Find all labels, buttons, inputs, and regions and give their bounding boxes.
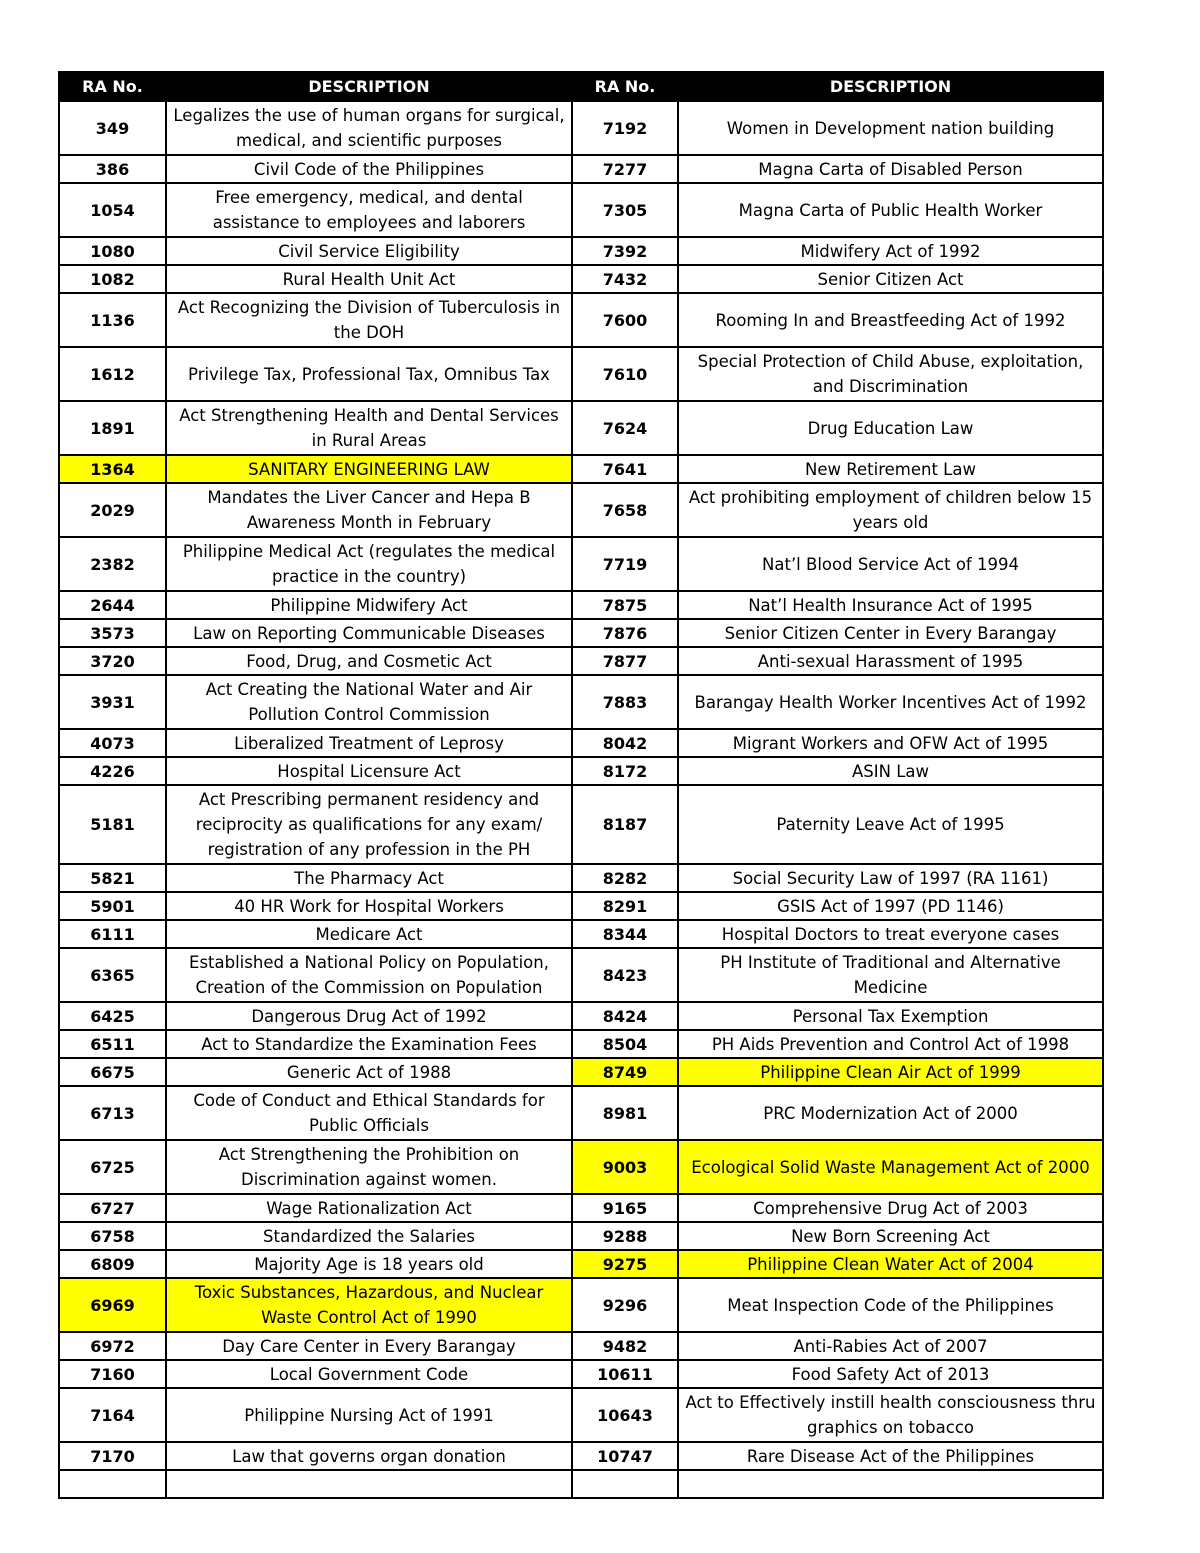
ra-number-left: 4073 (59, 729, 166, 757)
description-left: Standardized the Salaries (166, 1222, 572, 1250)
description-right: Food Safety Act of 2013 (678, 1360, 1103, 1388)
table-row (59, 591, 1103, 619)
description-left: Local Government Code (166, 1360, 572, 1388)
description-left: Law that governs organ donation (166, 1442, 572, 1470)
description-right: Comprehensive Drug Act of 2003 (678, 1194, 1103, 1222)
ra-number-right: 9165 (572, 1194, 678, 1222)
table-row (59, 101, 1103, 155)
ra-number-left: 2029 (59, 483, 166, 537)
ra-number-right: 7624 (572, 401, 678, 455)
table-row (59, 1222, 1103, 1250)
ra-number-right: 7600 (572, 293, 678, 347)
table-row (59, 1332, 1103, 1360)
table-row (59, 1140, 1103, 1194)
header-row (59, 72, 1103, 101)
ra-number-right: 7719 (572, 537, 678, 591)
description-left: Free emergency, medical, and dental assistance to employees and laborers (166, 183, 572, 237)
table-row (59, 892, 1103, 920)
table-row (59, 757, 1103, 785)
description-left: Law on Reporting Communicable Diseases (166, 619, 572, 647)
table-row (59, 347, 1103, 401)
table-row (59, 537, 1103, 591)
description-right: Anti-Rabies Act of 2007 (678, 1332, 1103, 1360)
description-left: Code of Conduct and Ethical Standards for Public Officials (166, 1086, 572, 1140)
header-description-right: DESCRIPTION (678, 72, 1103, 101)
description-right: Magna Carta of Public Health Worker (678, 183, 1103, 237)
table-row (59, 183, 1103, 237)
description-right-highlighted: Philippine Clean Air Act of 1999 (678, 1058, 1103, 1086)
table-row (59, 265, 1103, 293)
table-row (59, 1030, 1103, 1058)
table-row (59, 1250, 1103, 1278)
ra-number-left: 6511 (59, 1030, 166, 1058)
ra-number-right: 7610 (572, 347, 678, 401)
table-row (59, 920, 1103, 948)
description-left: Civil Service Eligibility (166, 237, 572, 265)
description-left: Established a National Policy on Population, Creation of the Commission on Population (166, 948, 572, 1002)
description-right-highlighted: Ecological Solid Waste Management Act of 2000 (678, 1140, 1103, 1194)
description-left: Privilege Tax, Professional Tax, Omnibus Tax (166, 347, 572, 401)
description-left-highlighted: Toxic Substances, Hazardous, and Nuclear Waste Control Act of 1990 (166, 1278, 572, 1332)
description-right: Paternity Leave Act of 1995 (678, 785, 1103, 864)
description-right: Personal Tax Exemption (678, 1002, 1103, 1030)
ra-number-left: 6425 (59, 1002, 166, 1030)
description-right: Drug Education Law (678, 401, 1103, 455)
ra-number-right: 8423 (572, 948, 678, 1002)
description-left: Wage Rationalization Act (166, 1194, 572, 1222)
description-left: Hospital Licensure Act (166, 757, 572, 785)
description-left: Medicare Act (166, 920, 572, 948)
ra-number-right: 7277 (572, 155, 678, 183)
table-row (59, 1278, 1103, 1332)
description-right: New Retirement Law (678, 455, 1103, 483)
description-left (166, 1470, 572, 1498)
ra-number-right: 8172 (572, 757, 678, 785)
description-right: Rooming In and Breastfeeding Act of 1992 (678, 293, 1103, 347)
ra-number-right: 10643 (572, 1388, 678, 1442)
ra-number-right: 8042 (572, 729, 678, 757)
description-right: Hospital Doctors to treat everyone cases (678, 920, 1103, 948)
description-right: Special Protection of Child Abuse, exploitation, and Discrimination (678, 347, 1103, 401)
ra-number-right (572, 1470, 678, 1498)
ra-number-left: 1080 (59, 237, 166, 265)
description-left: Civil Code of the Philippines (166, 155, 572, 183)
description-right: Midwifery Act of 1992 (678, 237, 1103, 265)
ra-number-left: 3720 (59, 647, 166, 675)
ra-number-left: 2382 (59, 537, 166, 591)
table-row (59, 293, 1103, 347)
table-row (59, 483, 1103, 537)
ra-number-right: 7305 (572, 183, 678, 237)
table-row (59, 729, 1103, 757)
ra-number-left: 1054 (59, 183, 166, 237)
description-left: Act Strengthening Health and Dental Services in Rural Areas (166, 401, 572, 455)
ra-number-left: 6675 (59, 1058, 166, 1086)
ra-number-left (59, 1470, 166, 1498)
ra-number-right: 9288 (572, 1222, 678, 1250)
ra-number-right: 8504 (572, 1030, 678, 1058)
description-right: Social Security Law of 1997 (RA 1161) (678, 864, 1103, 892)
description-left: Philippine Medical Act (regulates the medical practice in the country) (166, 537, 572, 591)
description-left: Rural Health Unit Act (166, 265, 572, 293)
ra-number-right: 8981 (572, 1086, 678, 1140)
ra-number-right: 8424 (572, 1002, 678, 1030)
ra-number-left: 6365 (59, 948, 166, 1002)
table-row (59, 1002, 1103, 1030)
description-right: Senior Citizen Act (678, 265, 1103, 293)
description-right: Rare Disease Act of the Philippines (678, 1442, 1103, 1470)
ra-number-left: 1082 (59, 265, 166, 293)
ra-number-left: 7170 (59, 1442, 166, 1470)
ra-number-right: 7192 (572, 101, 678, 155)
header-ra-no-right: RA No. (572, 72, 678, 101)
description-right: PH Institute of Traditional and Alternative Medicine (678, 948, 1103, 1002)
ra-number-right: 7432 (572, 265, 678, 293)
description-right: Nat’l Blood Service Act of 1994 (678, 537, 1103, 591)
description-right: Act to Effectively instill health consciousness thru graphics on tobacco (678, 1388, 1103, 1442)
description-left: Legalizes the use of human organs for surgical, medical, and scientific purposes (166, 101, 572, 155)
description-right: Act prohibiting employment of children below 15 years old (678, 483, 1103, 537)
ra-number-left: 1136 (59, 293, 166, 347)
description-left: Act Recognizing the Division of Tuberculosis in the DOH (166, 293, 572, 347)
table-row-empty (59, 1470, 1103, 1498)
ra-number-left: 5821 (59, 864, 166, 892)
ra-number-right: 8291 (572, 892, 678, 920)
table-row (59, 1442, 1103, 1470)
ra-number-left: 6809 (59, 1250, 166, 1278)
table-row (59, 455, 1103, 483)
ra-number-left: 6727 (59, 1194, 166, 1222)
table-row (59, 785, 1103, 864)
ra-number-left: 6758 (59, 1222, 166, 1250)
description-right: Magna Carta of Disabled Person (678, 155, 1103, 183)
ra-number-left: 5901 (59, 892, 166, 920)
description-right: GSIS Act of 1997 (PD 1146) (678, 892, 1103, 920)
ra-number-right: 7392 (572, 237, 678, 265)
ra-number-right: 7876 (572, 619, 678, 647)
header-ra-no-left: RA No. (59, 72, 166, 101)
description-left: Liberalized Treatment of Leprosy (166, 729, 572, 757)
ra-number-right: 7877 (572, 647, 678, 675)
ra-number-left: 6725 (59, 1140, 166, 1194)
ra-number-right-highlighted: 8749 (572, 1058, 678, 1086)
description-right: Barangay Health Worker Incentives Act of 1992 (678, 675, 1103, 729)
description-left-highlighted: SANITARY ENGINEERING LAW (166, 455, 572, 483)
description-left: Philippine Midwifery Act (166, 591, 572, 619)
description-right (678, 1470, 1103, 1498)
table-row (59, 675, 1103, 729)
description-left: The Pharmacy Act (166, 864, 572, 892)
description-right-highlighted: Philippine Clean Water Act of 2004 (678, 1250, 1103, 1278)
ra-number-left: 5181 (59, 785, 166, 864)
ra-number-left: 6713 (59, 1086, 166, 1140)
table-row (59, 1086, 1103, 1140)
ra-number-left: 6972 (59, 1332, 166, 1360)
description-left: Act Strengthening the Prohibition on Discrimination against women. (166, 1140, 572, 1194)
ra-number-right: 8344 (572, 920, 678, 948)
ra-number-right: 8187 (572, 785, 678, 864)
ra-number-right-highlighted: 9003 (572, 1140, 678, 1194)
description-right: Senior Citizen Center in Every Barangay (678, 619, 1103, 647)
ra-table (58, 71, 1104, 1499)
description-left: Act Prescribing permanent residency and reciprocity as qualifications for any exam/ registration of any profession in the PH (166, 785, 572, 864)
ra-number-right: 10611 (572, 1360, 678, 1388)
description-right: New Born Screening Act (678, 1222, 1103, 1250)
table-row (59, 647, 1103, 675)
description-right: Nat’l Health Insurance Act of 1995 (678, 591, 1103, 619)
description-left: Majority Age is 18 years old (166, 1250, 572, 1278)
description-right: Meat Inspection Code of the Philippines (678, 1278, 1103, 1332)
table-row (59, 864, 1103, 892)
table-row (59, 1194, 1103, 1222)
description-left: Act to Standardize the Examination Fees (166, 1030, 572, 1058)
ra-number-left: 7164 (59, 1388, 166, 1442)
description-left: Philippine Nursing Act of 1991 (166, 1388, 572, 1442)
ra-number-right: 8282 (572, 864, 678, 892)
table-row (59, 1388, 1103, 1442)
ra-number-left-highlighted: 1364 (59, 455, 166, 483)
description-left: Generic Act of 1988 (166, 1058, 572, 1086)
ra-number-left: 6111 (59, 920, 166, 948)
description-right: Women in Development nation building (678, 101, 1103, 155)
table-row (59, 401, 1103, 455)
ra-number-left: 1891 (59, 401, 166, 455)
description-right: PRC Modernization Act of 2000 (678, 1086, 1103, 1140)
description-left: 40 HR Work for Hospital Workers (166, 892, 572, 920)
description-right: PH Aids Prevention and Control Act of 1998 (678, 1030, 1103, 1058)
ra-number-left: 386 (59, 155, 166, 183)
header-description-left: DESCRIPTION (166, 72, 572, 101)
ra-number-left: 1612 (59, 347, 166, 401)
table-row (59, 619, 1103, 647)
ra-number-left-highlighted: 6969 (59, 1278, 166, 1332)
ra-number-left: 7160 (59, 1360, 166, 1388)
ra-number-left: 2644 (59, 591, 166, 619)
ra-number-left: 4226 (59, 757, 166, 785)
ra-number-left: 3573 (59, 619, 166, 647)
ra-number-right-highlighted: 9275 (572, 1250, 678, 1278)
table-row (59, 1058, 1103, 1086)
ra-number-right: 7658 (572, 483, 678, 537)
ra-number-right: 7883 (572, 675, 678, 729)
description-left: Dangerous Drug Act of 1992 (166, 1002, 572, 1030)
description-right: ASIN Law (678, 757, 1103, 785)
description-left: Day Care Center in Every Barangay (166, 1332, 572, 1360)
ra-number-right: 7875 (572, 591, 678, 619)
ra-number-left: 349 (59, 101, 166, 155)
ra-number-right: 9296 (572, 1278, 678, 1332)
description-left: Mandates the Liver Cancer and Hepa B Awareness Month in February (166, 483, 572, 537)
description-left: Act Creating the National Water and Air Pollution Control Commission (166, 675, 572, 729)
ra-number-left: 3931 (59, 675, 166, 729)
ra-number-right: 7641 (572, 455, 678, 483)
description-left: Food, Drug, and Cosmetic Act (166, 647, 572, 675)
table-row (59, 1360, 1103, 1388)
table-row (59, 237, 1103, 265)
description-right: Anti-sexual Harassment of 1995 (678, 647, 1103, 675)
ra-number-right: 9482 (572, 1332, 678, 1360)
table-row (59, 948, 1103, 1002)
description-right: Migrant Workers and OFW Act of 1995 (678, 729, 1103, 757)
table-row (59, 155, 1103, 183)
ra-number-right: 10747 (572, 1442, 678, 1470)
